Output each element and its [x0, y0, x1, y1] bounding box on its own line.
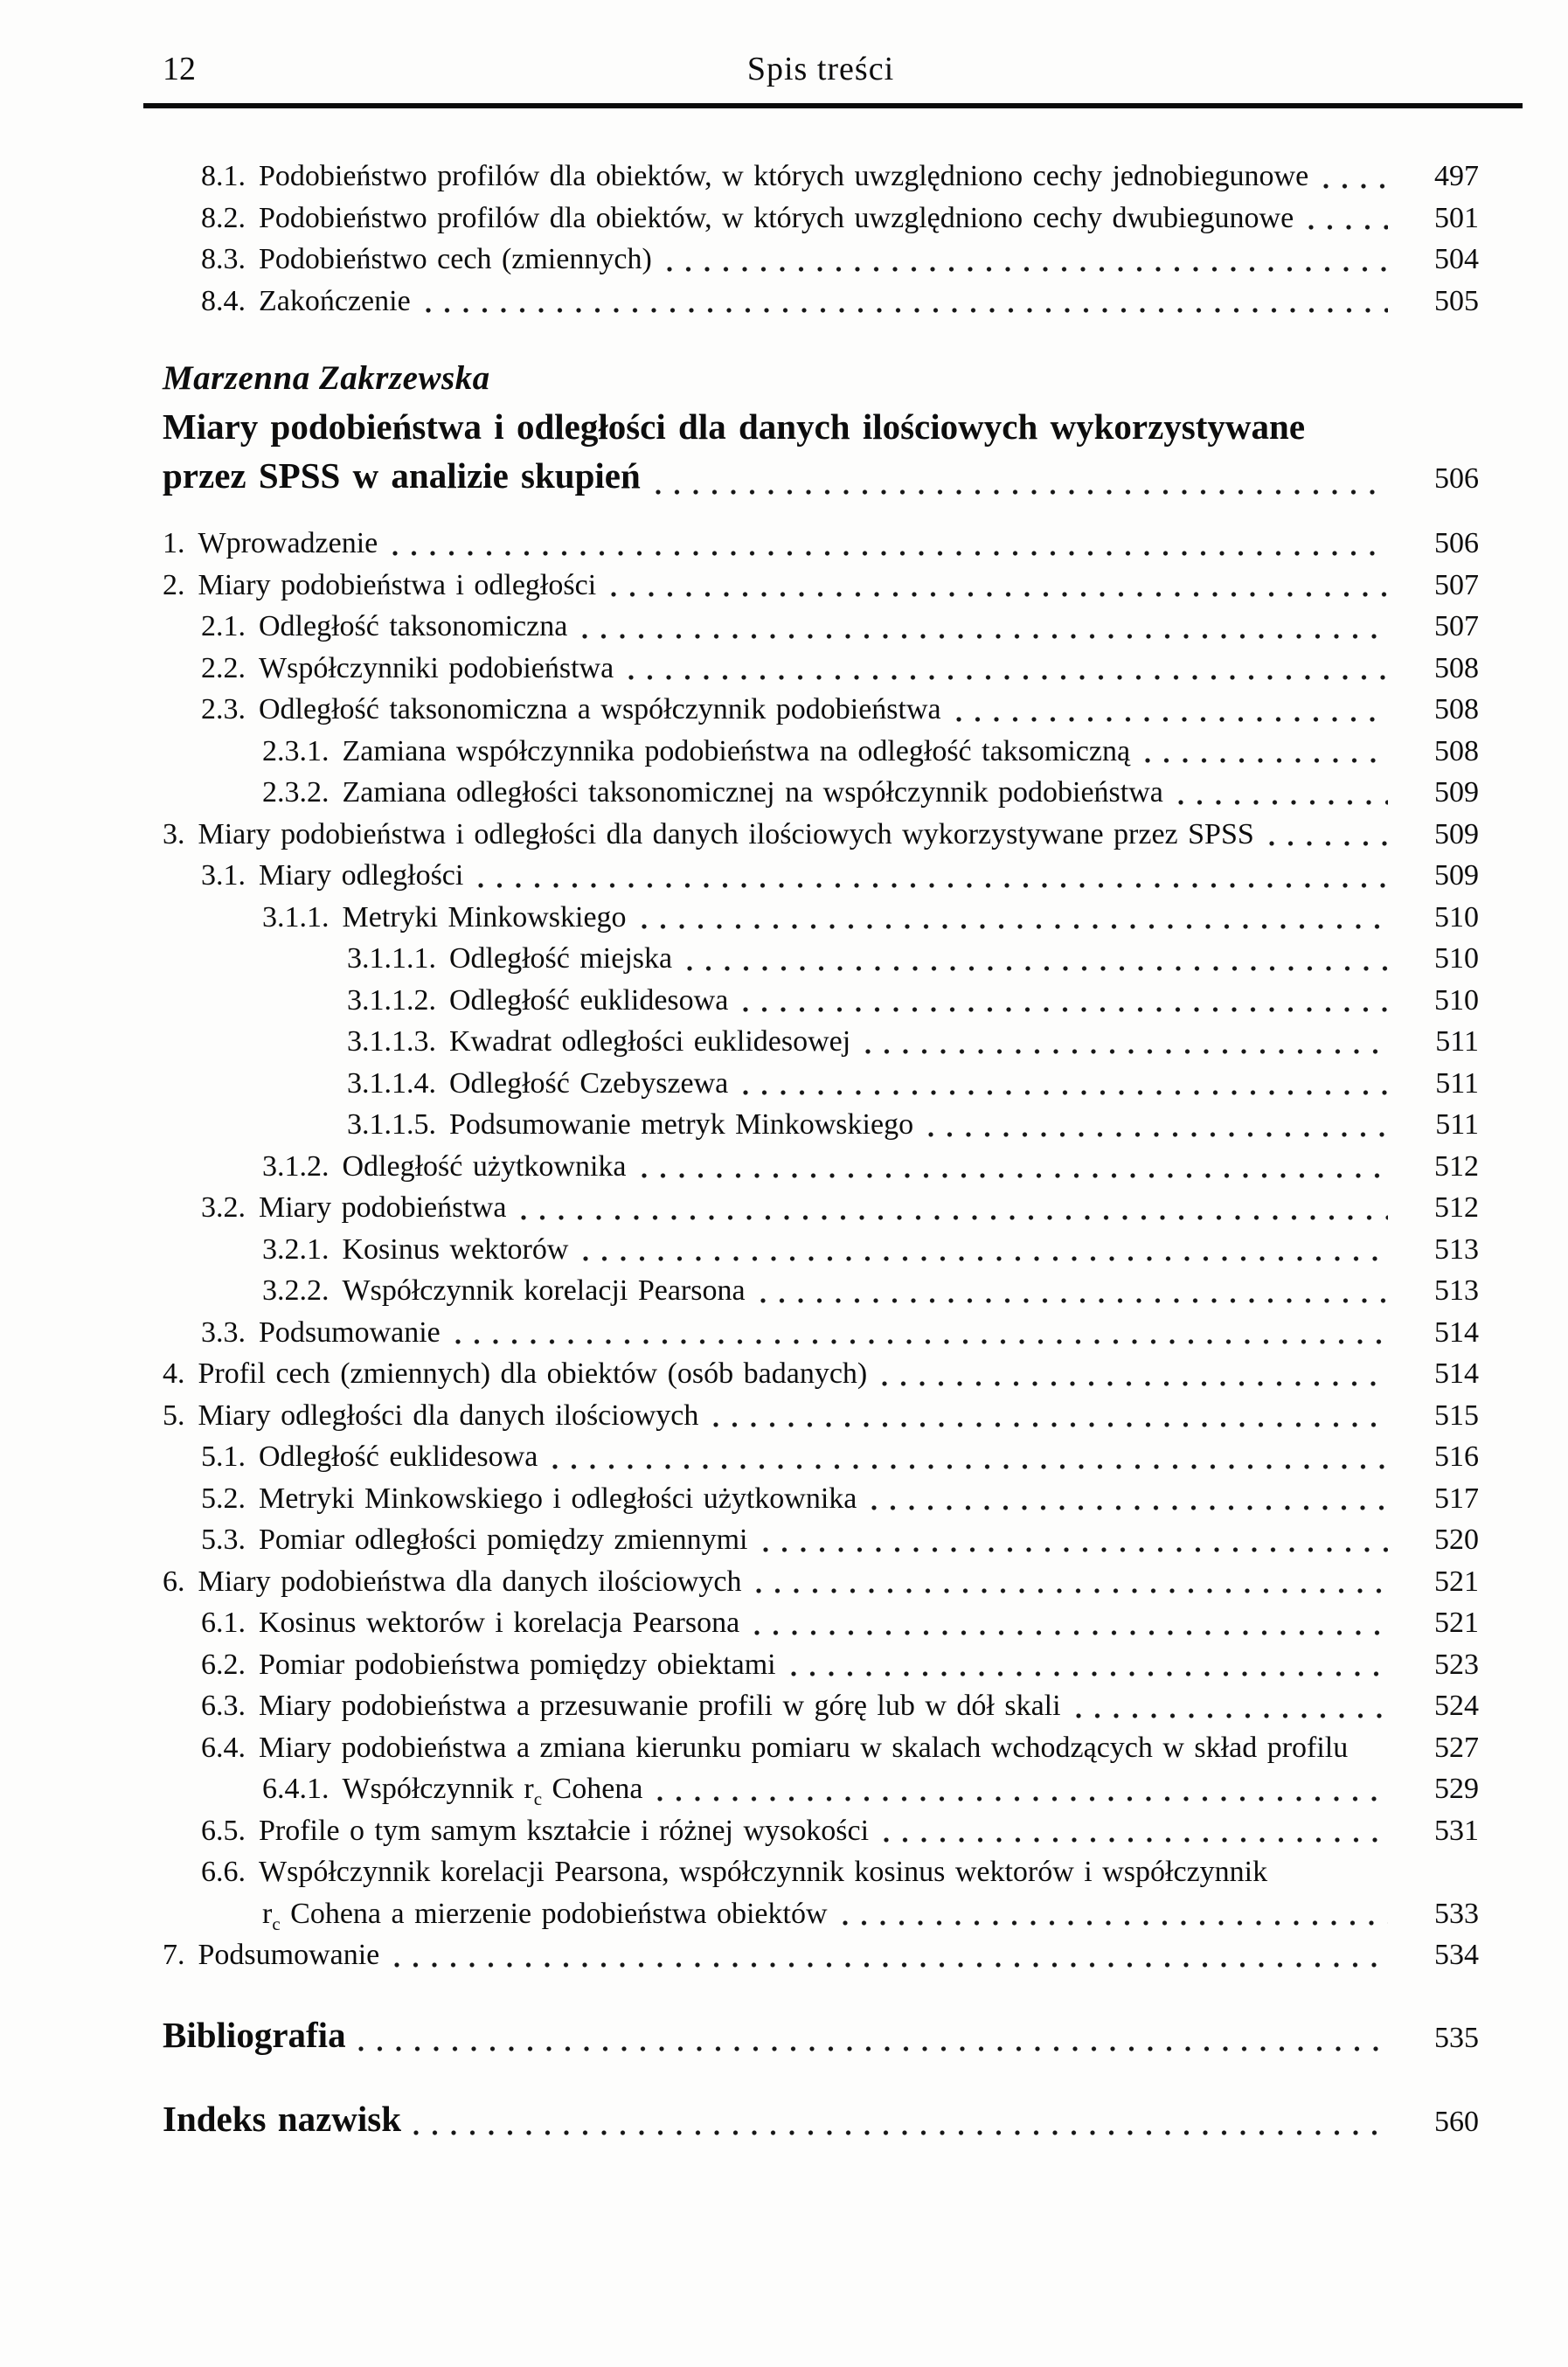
- entry-page: 507: [1434, 610, 1479, 642]
- toc-entry: [163, 1063, 1479, 1105]
- toc-entry: [163, 938, 1479, 980]
- toc-entry: [163, 1602, 1479, 1644]
- dot-leader: [956, 717, 1388, 722]
- entry-page: 520: [1434, 1524, 1479, 1556]
- entry-page: 521: [1434, 1565, 1479, 1598]
- entry-label: Miary podobieństwa i odległości: [198, 568, 597, 601]
- entry-page: 511: [1435, 1066, 1479, 1100]
- entry-label: Miary podobieństwa dla danych ilościowych: [198, 1565, 742, 1598]
- entry-number: 5.3.: [201, 1524, 246, 1556]
- dot-leader: [760, 1298, 1388, 1303]
- entry-page: 513: [1434, 1274, 1479, 1307]
- entry-number: 3.: [163, 817, 185, 850]
- entry-label: Kwadrat odległości euklidesowej: [449, 1025, 851, 1058]
- dot-leader: [756, 1588, 1388, 1593]
- entry-label: Podsumowanie metryk Minkowskiego: [449, 1108, 914, 1141]
- entry-label: Kosinus wektorów: [342, 1232, 569, 1266]
- dot-leader: [628, 675, 1388, 680]
- toc-entry: [163, 1893, 1479, 1935]
- toc-entry: [163, 1561, 1479, 1603]
- entry-number: 3.1.2.: [262, 1149, 330, 1183]
- entry-number: 3.1.1.: [262, 900, 330, 934]
- dot-leader: [426, 308, 1388, 313]
- entry-page: 533: [1434, 1897, 1479, 1930]
- dot-leader: [583, 1256, 1388, 1261]
- toc-entry: [163, 198, 1479, 239]
- toc-entry: [163, 731, 1479, 773]
- toc-entry: [163, 1934, 1479, 1976]
- entry-page: 508: [1434, 651, 1479, 684]
- entry-label: Miary podobieństwa a zmiana kierunku pomiaru w skalach wchodzących w skład profilu: [259, 1731, 1349, 1764]
- dot-leader: [884, 1837, 1388, 1843]
- entry-page: 512: [1434, 1149, 1479, 1183]
- entry-page: 509: [1434, 817, 1479, 850]
- toc-entry: [163, 1478, 1479, 1520]
- entry-number: 6.5.: [201, 1814, 246, 1847]
- entry-label: $r_c$ Cohena a mierzenie podobieństwa obiektów: [262, 1897, 828, 1934]
- entry-number: 2.3.1.: [262, 734, 330, 767]
- toc-entry: [163, 239, 1479, 281]
- toc-entry: [163, 1727, 1479, 1769]
- entry-number: 3.2.1.: [262, 1232, 330, 1266]
- dot-leader: [1276, 1888, 1414, 1893]
- entry-label: Profile o tym samym kształcie i różnej wysokości: [259, 1814, 870, 1847]
- toc-entry: [163, 565, 1479, 607]
- entry-page: 510: [1434, 983, 1479, 1017]
- dot-leader: [667, 267, 1388, 272]
- toc-entry: [163, 1270, 1479, 1312]
- entry-number: 8.4.: [201, 284, 246, 317]
- entry-number: 3.2.: [201, 1191, 246, 1224]
- entry-label: Odległość euklidesowa: [449, 983, 729, 1017]
- dot-leader: [1308, 225, 1388, 230]
- entry-number: 2.3.: [201, 693, 246, 725]
- entry-page: 514: [1434, 1357, 1479, 1390]
- chapter-title-line2-row: [163, 451, 1479, 503]
- toc-entry: [163, 1768, 1479, 1810]
- dot-leader: [642, 1173, 1389, 1178]
- entry-number: 4.: [163, 1357, 185, 1390]
- entry-page: 524: [1434, 1690, 1479, 1722]
- entry-number: 6.1.: [201, 1607, 246, 1639]
- toc-entry: [163, 814, 1479, 856]
- dot-leader: [882, 1381, 1388, 1386]
- dot-leader: [552, 1464, 1388, 1469]
- toc-entry: [163, 1644, 1479, 1686]
- backmatter-entries: [163, 2013, 1479, 2144]
- dot-leader: [1323, 184, 1388, 189]
- entry-label: Pomiar podobieństwa pomiędzy obiektami: [259, 1648, 776, 1681]
- entry-number: 2.2.: [201, 651, 246, 684]
- chapter-entries: [163, 523, 1479, 1976]
- entry-label: Współczynnik korelacji Pearsona, współczynnik kosinus wektorów i współczynnik: [259, 1856, 1268, 1888]
- entry-number: 6.3.: [201, 1690, 246, 1722]
- dot-leader: [1145, 758, 1388, 763]
- entry-label: Odległość taksonomiczna a współczynnik podobieństwa: [259, 693, 941, 725]
- entry-page: 510: [1434, 942, 1479, 975]
- chapter-heading: [163, 355, 1479, 503]
- entry-page: 509: [1434, 859, 1479, 892]
- dot-leader: [1178, 800, 1388, 805]
- entry-label: Miary podobieństwa: [259, 1191, 507, 1224]
- entry-label: Podobieństwo profilów dla obiektów, w których uwzględniono cechy jednobiegunowe: [259, 160, 1309, 192]
- toc-entry: [163, 689, 1479, 731]
- toc-entry: [163, 1312, 1479, 1354]
- entry-label: Odległość miejska: [449, 942, 673, 975]
- chapter-author: Marzenna Zakrzewska: [163, 359, 490, 397]
- toc-entry: [163, 1685, 1479, 1727]
- entry-number: 3.3.: [201, 1315, 246, 1349]
- toc-entry: [163, 1104, 1479, 1146]
- subscript: c: [533, 1787, 543, 1809]
- dot-leader: [478, 883, 1388, 888]
- dot-leader: [455, 1339, 1388, 1344]
- entry-page: 531: [1434, 1814, 1479, 1847]
- dot-leader: [1356, 1763, 1414, 1768]
- toc-entry: [163, 2097, 1479, 2144]
- toc-entry: [163, 1519, 1479, 1561]
- toc-entry: [163, 980, 1479, 1022]
- entry-number: 8.2.: [201, 201, 246, 234]
- entry-number: 3.1.1.5.: [347, 1108, 436, 1141]
- entry-label: Miary odległości dla danych ilościowych: [198, 1399, 699, 1432]
- entry-number: 6.6.: [201, 1856, 246, 1888]
- entry-number: 2.3.2.: [262, 776, 330, 809]
- entry-label: Podobieństwo cech (zmiennych): [259, 243, 652, 275]
- entry-label: Wprowadzenie: [198, 527, 378, 559]
- entry-label: Miary odległości: [259, 859, 464, 892]
- dot-leader: [871, 1505, 1388, 1510]
- dot-leader: [392, 551, 1388, 556]
- dot-leader: [865, 1049, 1388, 1054]
- entry-page: 517: [1434, 1482, 1479, 1515]
- toc-entry: [163, 897, 1479, 939]
- entry-label: Odległość taksonomiczna: [259, 610, 568, 642]
- entry-label: Miary podobieństwa a przesuwanie profili w górę lub w dół skali: [259, 1690, 1061, 1722]
- entry-page: 508: [1434, 693, 1479, 725]
- entry-page: 516: [1434, 1440, 1479, 1473]
- entry-number: 8.1.: [201, 160, 246, 192]
- entry-label: Współczynniki podobieństwa: [259, 651, 614, 684]
- entry-label: Zakończenie: [259, 284, 411, 317]
- page-title: Spis treści: [746, 51, 895, 87]
- dot-leader: [928, 1132, 1388, 1137]
- subscript: c: [272, 1912, 281, 1934]
- entry-page: 511: [1435, 1025, 1479, 1058]
- running-head: [163, 49, 1479, 89]
- toc-entry: [163, 1395, 1479, 1437]
- dot-leader: [791, 1671, 1388, 1676]
- toc-entry: [163, 1229, 1479, 1271]
- entry-label: Podobieństwo profilów dla obiektów, w których uwzględniono cechy dwubiegunowe: [259, 201, 1294, 234]
- entry-label: Współczynnik korelacji Pearsona: [342, 1274, 746, 1307]
- dot-leader: [656, 489, 1388, 495]
- toc-entry: [163, 606, 1479, 648]
- entry-page: 521: [1434, 1607, 1479, 1639]
- entry-label: Odległość euklidesowa: [259, 1440, 538, 1473]
- entry-label: Podsumowanie: [259, 1315, 441, 1349]
- toc-entry: [163, 1436, 1479, 1478]
- entry-page: 512: [1434, 1191, 1479, 1224]
- entry-page: 560: [1434, 2105, 1479, 2138]
- entry-label: Metryki Minkowskiego: [342, 900, 627, 934]
- chapter-title-line2: przez SPSS w analizie skupień: [163, 455, 641, 496]
- entry-label: Odległość użytkownika: [342, 1149, 627, 1183]
- entry-number: 1.: [163, 527, 185, 559]
- entry-number: 2.1.: [201, 610, 246, 642]
- entry-label: Kosinus wektorów i korelacja Pearsona: [259, 1607, 740, 1639]
- entry-page: 534: [1434, 1939, 1479, 1971]
- toc-entry: [163, 855, 1479, 897]
- toc-entry: [163, 1146, 1479, 1188]
- entry-label: Indeks nazwisk: [163, 2098, 402, 2139]
- entry-number: 6.2.: [201, 1648, 246, 1681]
- toc-entry: [163, 1021, 1479, 1063]
- entry-page: 497: [1434, 160, 1479, 192]
- entry-page: 504: [1434, 243, 1479, 275]
- entry-number: 5.1.: [201, 1440, 246, 1473]
- entry-page: 507: [1434, 568, 1479, 601]
- entry-page: 535: [1434, 2021, 1479, 2054]
- entry-number: 6.4.1.: [262, 1773, 330, 1805]
- entry-number: 3.1.1.1.: [347, 942, 436, 975]
- entry-page: 527: [1434, 1731, 1479, 1764]
- dot-leader: [743, 1090, 1388, 1095]
- dot-leader: [394, 1962, 1388, 1968]
- toc-entry: [163, 523, 1479, 565]
- entry-label: Współczynnik $r_c$ Cohena: [342, 1773, 643, 1809]
- entry-page: 515: [1434, 1399, 1479, 1432]
- entry-page: 523: [1434, 1648, 1479, 1681]
- entry-number: 5.: [163, 1399, 185, 1432]
- dot-leader: [1269, 841, 1388, 846]
- dot-leader: [1076, 1713, 1388, 1718]
- entry-page: 529: [1434, 1773, 1479, 1805]
- entry-label: Odległość Czebyszewa: [449, 1066, 729, 1100]
- entry-page: 511: [1435, 1108, 1479, 1141]
- dot-leader: [521, 1215, 1388, 1220]
- dot-leader: [642, 924, 1388, 929]
- toc-entry: [163, 1187, 1479, 1229]
- entry-number: 6.: [163, 1565, 185, 1598]
- toc-entry: [163, 281, 1479, 323]
- entry-page: 510: [1434, 900, 1479, 934]
- chapter-title-line1: Miary podobieństwa i odległości dla danych ilościowych wykorzystywane: [163, 406, 1306, 447]
- toc-entry: [163, 772, 1479, 814]
- toc-entry: [163, 156, 1479, 198]
- entry-page: 508: [1434, 734, 1479, 767]
- header-rule: [143, 103, 1523, 108]
- entry-number: 5.2.: [201, 1482, 246, 1515]
- entry-page: 513: [1434, 1232, 1479, 1266]
- dot-leader: [657, 1796, 1388, 1801]
- entry-number: 6.4.: [201, 1731, 246, 1764]
- entry-label: Profil cech (zmiennych) dla obiektów (osób badanych): [198, 1357, 868, 1390]
- entry-page: 506: [1434, 527, 1479, 559]
- entry-page: 501: [1434, 201, 1479, 234]
- dot-leader: [611, 592, 1388, 597]
- entry-number: 3.2.2.: [262, 1274, 330, 1307]
- dot-leader: [763, 1547, 1388, 1552]
- entry-number: 3.1.1.2.: [347, 983, 436, 1017]
- entry-label: Zamiana współczynnika podobieństwa na odległość taksomiczną: [342, 734, 1131, 767]
- toc-entry: [163, 2013, 1479, 2060]
- dot-leader: [754, 1630, 1388, 1635]
- entry-label: Miary podobieństwa i odległości dla danych ilościowych wykorzystywane przez SPSS: [198, 817, 1254, 850]
- toc-entry: [163, 1810, 1479, 1852]
- entry-label: Metryki Minkowskiego i odległości użytkownika: [259, 1482, 857, 1515]
- chapter-title-page: 506: [1434, 462, 1479, 495]
- entry-number: 7.: [163, 1939, 185, 1971]
- dot-leader: [687, 966, 1388, 971]
- entry-page: 505: [1434, 284, 1479, 317]
- entry-number: 3.1.1.4.: [347, 1066, 436, 1100]
- entry-label: Pomiar odległości pomiędzy zmiennymi: [259, 1524, 748, 1556]
- entry-number: 8.3.: [201, 243, 246, 275]
- dot-leader: [843, 1920, 1388, 1926]
- entry-label: Podsumowanie: [198, 1939, 380, 1971]
- dot-leader: [743, 1007, 1388, 1012]
- toc-entry: [163, 1851, 1479, 1893]
- dot-leader: [413, 2130, 1388, 2135]
- entry-number: 2.: [163, 568, 185, 601]
- dot-leader: [713, 1422, 1388, 1427]
- entry-page: 514: [1434, 1315, 1479, 1349]
- dot-leader: [358, 2046, 1388, 2051]
- entry-label: Bibliografia: [163, 2014, 346, 2055]
- entry-number: 3.1.1.3.: [347, 1025, 436, 1058]
- dot-leader: [582, 634, 1388, 639]
- entry-label: Zamiana odległości taksonomicznej na współczynnik podobieństwa: [342, 776, 1163, 809]
- previous-chapter-entries: [163, 156, 1479, 322]
- page-number: 12: [163, 51, 196, 87]
- toc-entry: [163, 648, 1479, 690]
- entry-number: 3.1.: [201, 859, 246, 892]
- entry-page: 509: [1434, 776, 1479, 809]
- toc-entry: [163, 1353, 1479, 1395]
